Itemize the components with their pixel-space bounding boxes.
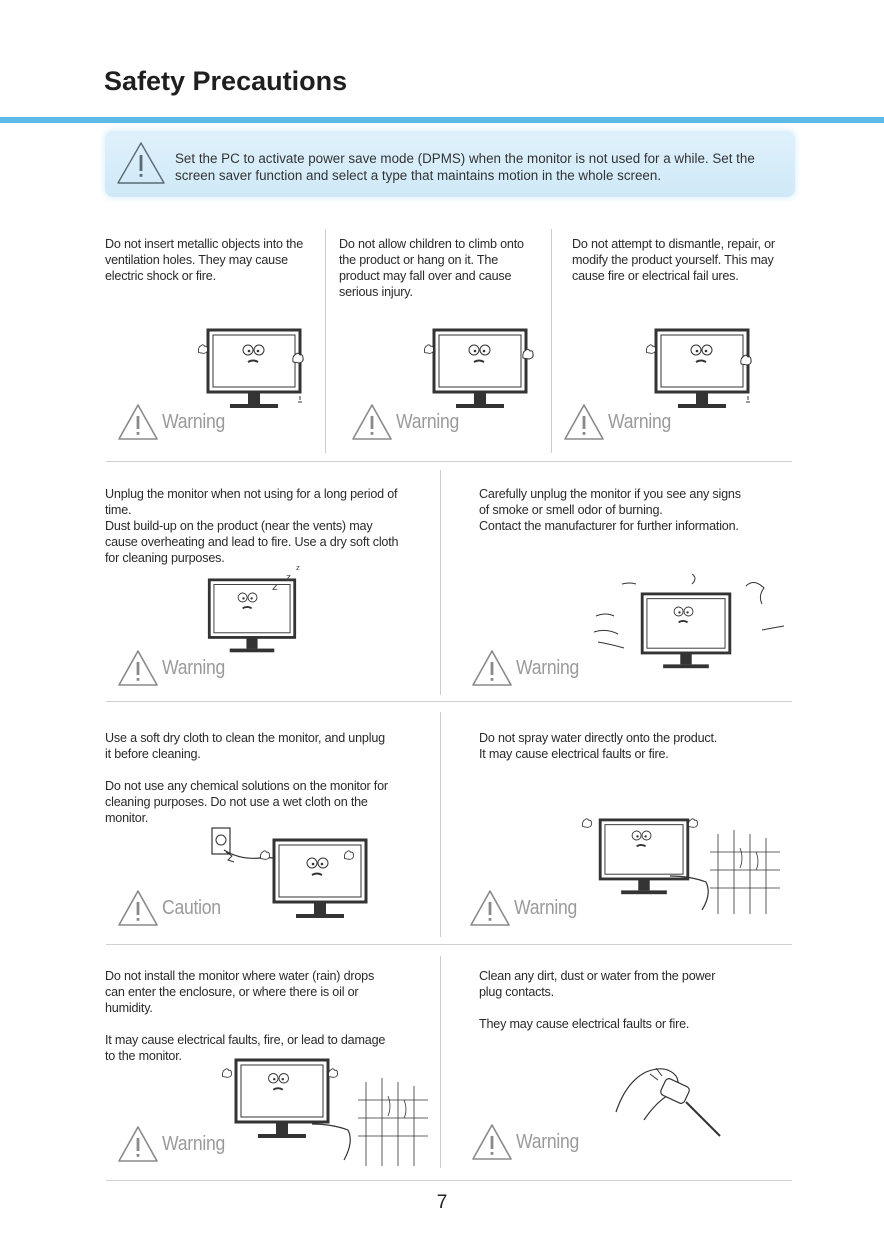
caution-label bbox=[116, 888, 229, 928]
warning-label bbox=[562, 402, 680, 442]
precaution-text: Do not install the monitor where water (rain) drops can enter the enclosure, or where there is oil or humidity. It may cause electrical faults, fire, or lead to damage to the monitor. bbox=[105, 969, 386, 1063]
label-text: Warning bbox=[608, 410, 672, 433]
info-banner bbox=[105, 131, 795, 197]
monitor-illustration bbox=[592, 570, 792, 674]
column-divider bbox=[551, 229, 552, 453]
precaution-text: Use a soft dry cloth to clean the monitor, and unplug it before cleaning. Do not use any chemical solutions on the monitor for cleaning purposes. Do not use a wet cloth on the monitor. bbox=[105, 731, 388, 825]
plug-illustration bbox=[606, 1062, 726, 1142]
warning-label bbox=[470, 648, 588, 688]
warning-triangle-icon bbox=[468, 888, 512, 928]
column-divider bbox=[325, 229, 326, 453]
warning-triangle-icon bbox=[562, 402, 606, 442]
column-divider bbox=[440, 956, 441, 1168]
warning-label bbox=[470, 1122, 588, 1162]
warning-triangle-icon bbox=[116, 888, 160, 928]
monitor-illustration bbox=[200, 560, 316, 656]
label-text: Warning bbox=[162, 1132, 226, 1155]
monitor-illustration bbox=[218, 1056, 434, 1168]
label-text: Warning bbox=[516, 1130, 580, 1153]
monitor-illustration bbox=[420, 326, 540, 414]
row-divider bbox=[106, 461, 792, 462]
label-text: Warning bbox=[516, 656, 580, 679]
label-text: Warning bbox=[162, 410, 226, 433]
precaution-text: Do not insert metallic objects into the ventilation holes. They may cause electric shock or fire. bbox=[105, 237, 303, 283]
monitor-illustration bbox=[206, 822, 376, 922]
warning-label bbox=[350, 402, 468, 442]
precaution-text: Carefully unplug the monitor if you see any signs of smoke or smell odor of burning. Contact the manufacturer for further information. bbox=[479, 487, 741, 533]
svg-text:z: z bbox=[272, 580, 278, 593]
warning-triangle-icon bbox=[116, 402, 160, 442]
title-rule bbox=[0, 117, 884, 123]
monitor-illustration bbox=[642, 326, 762, 414]
warning-triangle-icon bbox=[350, 402, 394, 442]
monitor-illustration bbox=[196, 326, 316, 414]
banner-text: Set the PC to activate power save mode (DPMS) when the monitor is not used for a while. Set the screen saver function and select a type that maintains motion in the whole screen. bbox=[175, 151, 755, 183]
page-number: 7 bbox=[436, 1192, 448, 1213]
row-divider bbox=[106, 701, 792, 702]
label-text: Caution bbox=[162, 896, 221, 919]
warning-label bbox=[468, 888, 586, 928]
warning-triangle-icon bbox=[116, 1124, 160, 1164]
column-divider bbox=[440, 712, 441, 937]
warning-label bbox=[116, 1124, 234, 1164]
precaution-text: Clean any dirt, dust or water from the power plug contacts. They may cause electrical faults or fire. bbox=[479, 969, 716, 1031]
precaution-text: Do not attempt to dismantle, repair, or modify the product yourself. This may cause fire or electrical fail ures. bbox=[572, 237, 775, 283]
warning-triangle-icon bbox=[116, 648, 160, 688]
svg-text:z: z bbox=[286, 573, 291, 583]
label-text: Warning bbox=[514, 896, 578, 919]
precaution-text: Do not allow children to climb onto the product or hang on it. The product may fall over and cause serious injury. bbox=[339, 237, 524, 299]
precaution-text: Unplug the monitor when not using for a long period of time. Dust build-up on the product (near the vents) may cause overheating and lead to fire. Use a dry soft cloth for cleaning purposes. bbox=[105, 487, 399, 565]
row-divider bbox=[106, 1180, 792, 1181]
warning-label bbox=[116, 648, 234, 688]
precaution-text: Do not spray water directly onto the product. It may cause electrical faults or fire. bbox=[479, 731, 718, 761]
column-divider bbox=[440, 470, 441, 695]
warning-label bbox=[116, 402, 234, 442]
warning-triangle-icon bbox=[115, 140, 167, 186]
label-text: Warning bbox=[162, 656, 226, 679]
warning-triangle-icon bbox=[470, 648, 514, 688]
label-text: Warning bbox=[396, 410, 460, 433]
warning-triangle-icon bbox=[470, 1122, 514, 1162]
monitor-illustration bbox=[570, 812, 786, 916]
row-divider bbox=[106, 944, 792, 945]
svg-text:z: z bbox=[296, 564, 300, 572]
page-title: Safety Precautions bbox=[104, 66, 348, 96]
